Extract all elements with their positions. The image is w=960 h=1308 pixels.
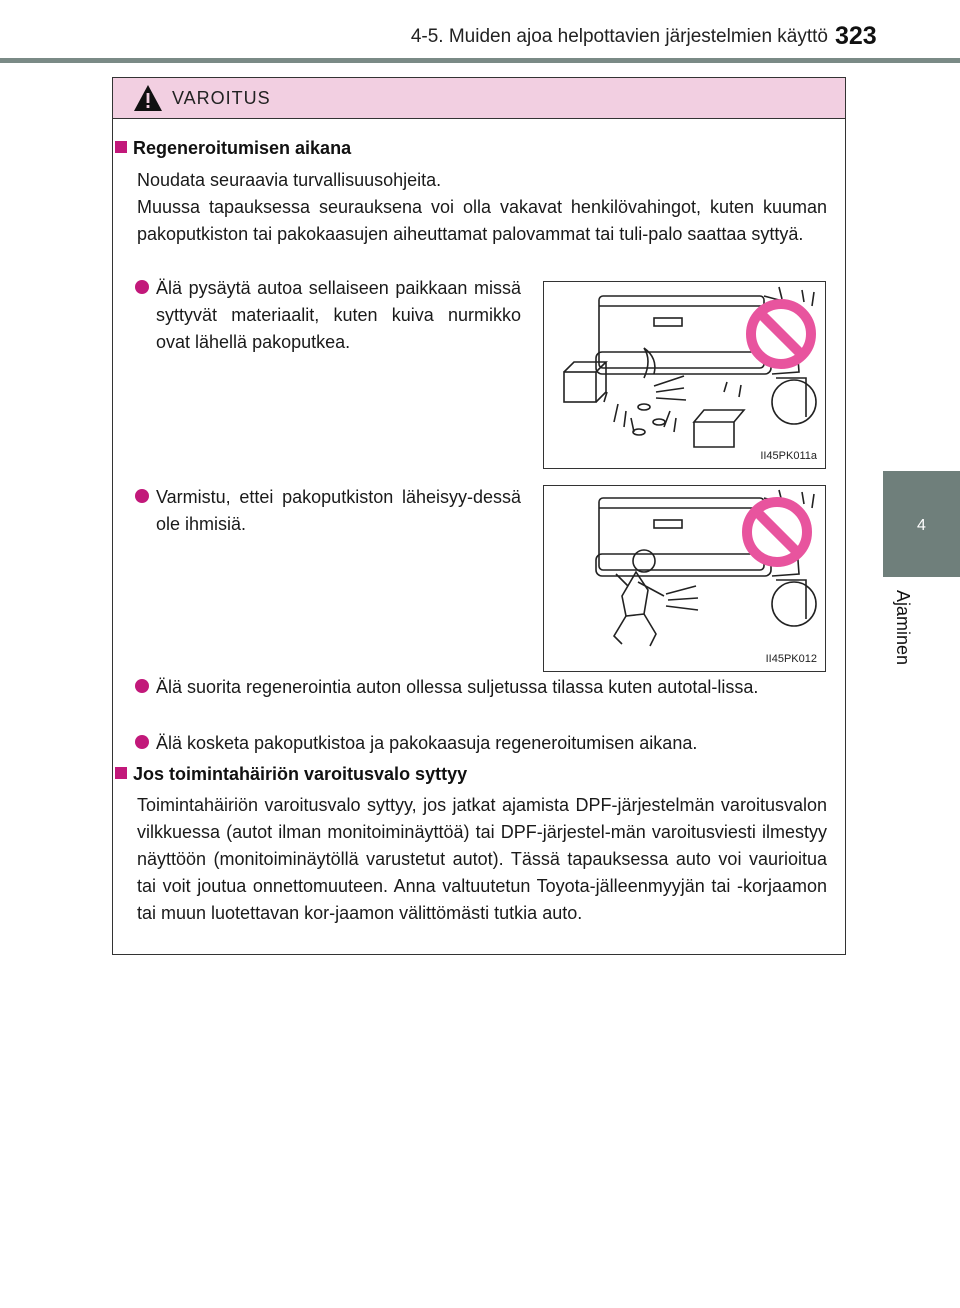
chapter-tab: [883, 471, 960, 577]
page-number: 323: [835, 22, 877, 50]
chapter-label: Ajaminen: [893, 590, 913, 666]
warning-box: [112, 77, 846, 955]
prohibited-icon: [751, 304, 811, 364]
prohibited-icon: [747, 502, 807, 562]
bullet-item: Älä pysäytä autoa sellaiseen paikkaan missä syttyvät materiaalit, kuten kuiva nurmikko ovat lähellä pakoputkea.: [156, 275, 521, 356]
warning-title: VAROITUS: [172, 88, 271, 108]
truck-rear-person-illustration: [544, 486, 825, 671]
warning-header: [113, 78, 845, 119]
intro-paragraph: Muussa tapauksessa seurauksena voi olla vakavat henkilövahingot, kuten kuuman pakoputkiston tai pakokaasujen aiheuttamat palovammat tai tuli-palo saattaa syttyä.: [137, 197, 827, 244]
square-bullet-icon: [115, 767, 127, 779]
malfunction-paragraph: Toimintahäiriön varoitusvalo syttyy, jos jatkat ajamista DPF-järjestelmän varoitusvalon vilkkuessa (autot ilman monitoiminäyttöä) tai DPF-järjestel-män varoitusviesti ilmestyy näyttöön (monitoiminäytöllä varustetut autot). Tässä tapauksessa auto voi vaurioitua tai voit joutua onnettomuuteen. Anna valtuutetun Toyota-jälleenmyyjän tai -korjaamon tai muun luotettavan kor-jaamon välittömästi tutkia auto.: [137, 795, 827, 923]
round-bullet-icon: [135, 280, 149, 294]
illustration-dry-grass: [543, 281, 826, 469]
illustration-person: [543, 485, 826, 672]
section-heading-malfunction: Jos toimintahäiriön varoitusvalo syttyy: [115, 764, 467, 785]
intro-line: Noudata seuraavia turvallisuusohjeita.: [137, 170, 442, 190]
truck-rear-dry-grass-illustration: [544, 282, 825, 468]
round-bullet-icon: [135, 679, 149, 693]
bullet-item: Älä suorita regenerointia auton ollessa suljetussa tilassa kuten autotal-lissa.: [156, 674, 839, 701]
bullet-item: Varmistu, ettei pakoputkiston läheisyy-dessä ole ihmisiä.: [156, 484, 521, 538]
warning-triangle-icon: [133, 84, 163, 112]
illustration-code: II45PK012: [765, 653, 817, 665]
round-bullet-icon: [135, 735, 149, 749]
section-heading-regeneration: Regeneroitumisen aikana: [115, 138, 351, 159]
header-rule: [0, 58, 960, 63]
round-bullet-icon: [135, 489, 149, 503]
illustration-code: II45PK011a: [760, 450, 817, 462]
square-bullet-icon: [115, 141, 127, 153]
chapter-number: 4: [917, 517, 926, 534]
bullet-item: Älä kosketa pakoputkistoa ja pakokaasuja regeneroitumisen aikana.: [156, 730, 839, 757]
running-header-section-title: 4-5. Muiden ajoa helpottavien järjestelmien käyttö: [410, 26, 828, 47]
